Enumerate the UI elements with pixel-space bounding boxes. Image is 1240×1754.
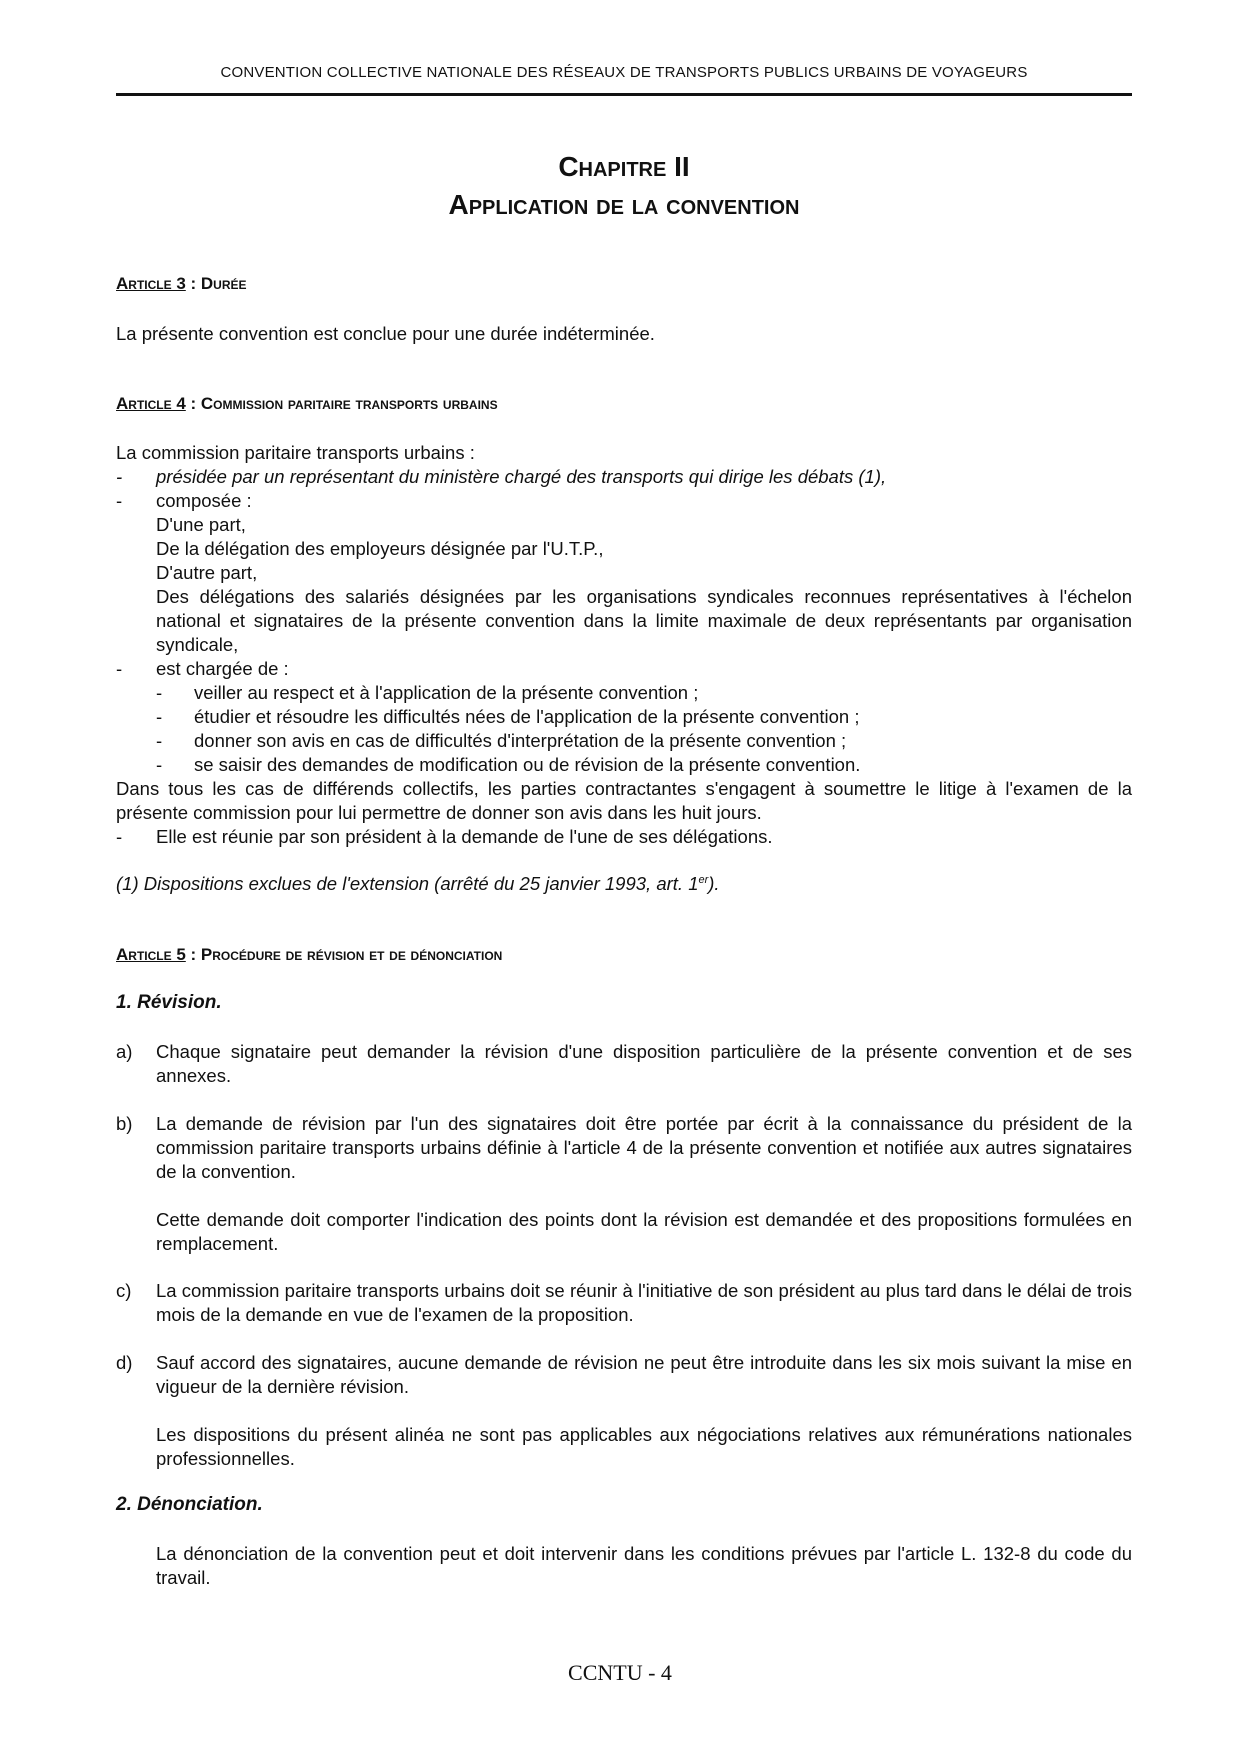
revision-item-a-row <box>116 1040 1132 1088</box>
article-4-body <box>116 441 1132 849</box>
revision-item-d-para2: Les dispositions du présent alinéa ne sont pas applicables aux négociations relatives aux rémunérations nationales professionnelles. <box>156 1424 1132 1469</box>
composee-salaries-paragraph: Des délégations des salariés désignées par les organisations syndicales reconnues représentatives à l'échelon national et signataires de la présente convention dans la limite maximale de deux représentants par organisation syndicale, <box>156 586 1132 655</box>
article-5-label: Article 5 <box>116 945 186 964</box>
revision-item-b-text: La demande de révision par l'un des signataires doit être portée par écrit à la connaissance du président de la commission paritaire transports urbains définie à l'article 4 de la présente convention et notifiée aux autres signataires de la convention. <box>156 1113 1132 1182</box>
revision-item-a <box>116 1040 1132 1088</box>
dash-bullet: - <box>116 826 123 847</box>
article-4-subitem <box>116 729 1132 753</box>
revision-item-b <box>116 1112 1132 1184</box>
article-4-label: Article 4 <box>116 394 186 413</box>
article-4-footnote <box>116 872 720 896</box>
footnote-text: (1) Dispositions exclues de l'extension (arrêté du 25 janvier 1993, art. 1 <box>116 873 699 894</box>
composee-line-2: De la délégation des employeurs désignée par l'U.T.P., <box>156 538 604 559</box>
page-header: CONVENTION COLLECTIVE NATIONALE DES RÉSEAUX DE TRANSPORTS PUBLICS URBAINS DE VOYAGEURS <box>220 64 1028 81</box>
composee-line-3: D'autre part, <box>156 562 258 583</box>
article-4-item-composee <box>116 489 1132 657</box>
article-3-sep: : <box>185 274 201 293</box>
article-3-text: La présente convention est conclue pour une durée indéterminée. <box>116 323 655 344</box>
article-4-sep: : <box>185 394 201 413</box>
article-3-heading <box>116 274 247 294</box>
denonciation-heading: 2. Dénonciation. <box>116 1494 263 1515</box>
revision-item-b-para2: Cette demande doit comporter l'indication des points dont la révision est demandée et des propositions formulées en remplacement. <box>156 1209 1132 1254</box>
article-4-intro: La commission paritaire transports urbains : <box>116 442 475 463</box>
article-3-title: Durée <box>200 274 247 293</box>
article-4-subitem-text: donner son avis en cas de difficultés d'interprétation de la présente convention ; <box>194 730 847 751</box>
dash-bullet: - <box>156 706 163 727</box>
article-5-heading <box>116 945 502 965</box>
chapter-number: Chapitre II <box>558 151 690 182</box>
article-5-title: Procédure de révision et de dénonciation <box>200 945 503 964</box>
revision-item-d-row <box>116 1351 1132 1399</box>
dash-bullet: - <box>156 754 163 775</box>
article-4-subitem <box>116 705 1132 729</box>
article-4-subitem-text: veiller au respect et à l'application de la présente convention ; <box>194 682 699 703</box>
article-4-item-presidee <box>116 465 1132 489</box>
article-4-item-reunie-text: Elle est réunie par son président à la demande de l'une de ses délégations. <box>156 826 773 847</box>
article-4-subitem <box>116 681 1132 705</box>
page-footer: CCNTU - 4 <box>568 1660 672 1685</box>
item-letter: c) <box>116 1280 132 1301</box>
dash-bullet: - <box>116 490 123 511</box>
denonciation-text: La dénonciation de la convention peut et doit intervenir dans les conditions prévues par l'article L. 132-8 du code du travail. <box>156 1543 1132 1588</box>
revision-heading: 1. Révision. <box>116 992 222 1013</box>
article-4-item-presidee-text: présidée par un représentant du ministère chargé des transports qui dirige les débats (1), <box>156 466 887 487</box>
chapter-title <box>116 148 1132 224</box>
item-letter: a) <box>116 1041 133 1062</box>
revision-item-c-text: La commission paritaire transports urbains doit se réunir à l'initiative de son président au plus tard dans le délai de trois mois de la demande en vue de l'examen de la proposition. <box>156 1280 1132 1325</box>
footnote-end: ). <box>708 873 720 894</box>
item-letter: b) <box>116 1113 133 1134</box>
article-4-subitem-text: se saisir des demandes de modification ou de révision de la présente convention. <box>194 754 861 775</box>
article-4-item-reunie <box>116 825 1132 849</box>
revision-item-c <box>116 1279 1132 1327</box>
article-5-sep: : <box>185 945 201 964</box>
revision-item-b-row <box>116 1112 1132 1184</box>
article-4-title: Commission paritaire transports urbains <box>200 394 498 413</box>
article-4-item-composee-text: composée : <box>156 490 252 511</box>
revision-item-d <box>116 1351 1132 1399</box>
dash-bullet: - <box>156 682 163 703</box>
chapter-name: Application de la convention <box>448 189 800 220</box>
article-4-heading <box>116 394 498 414</box>
item-letter: d) <box>116 1352 133 1373</box>
composee-line-1: D'une part, <box>156 514 246 535</box>
article-3-label: Article 3 <box>116 274 186 293</box>
revision-item-c-row <box>116 1279 1132 1327</box>
dash-bullet: - <box>156 730 163 751</box>
footnote-superscript: er <box>698 873 709 886</box>
revision-item-d-text: Sauf accord des signataires, aucune demande de révision ne peut être introduite dans les six mois suivant la mise en vigueur de la dernière révision. <box>156 1352 1132 1397</box>
dash-bullet: - <box>116 466 123 487</box>
article-4-subitem-text: étudier et résoudre les difficultés nées de l'application de la présente convention ; <box>194 706 860 727</box>
article-4-item-chargee <box>116 657 1132 681</box>
revision-item-a-text: Chaque signataire peut demander la révision d'une disposition particulière de la présente convention et de ses annexes. <box>156 1041 1132 1086</box>
article-4-differends-paragraph: Dans tous les cas de différends collectifs, les parties contractantes s'engagent à soumettre le litige à l'examen de la présente commission pour lui permettre de donner son avis dans les huit jours. <box>116 778 1132 823</box>
article-4-subitem <box>116 753 1132 777</box>
article-4-item-chargee-text: est chargée de : <box>156 658 289 679</box>
header-rule <box>116 93 1132 96</box>
dash-bullet: - <box>116 658 123 679</box>
